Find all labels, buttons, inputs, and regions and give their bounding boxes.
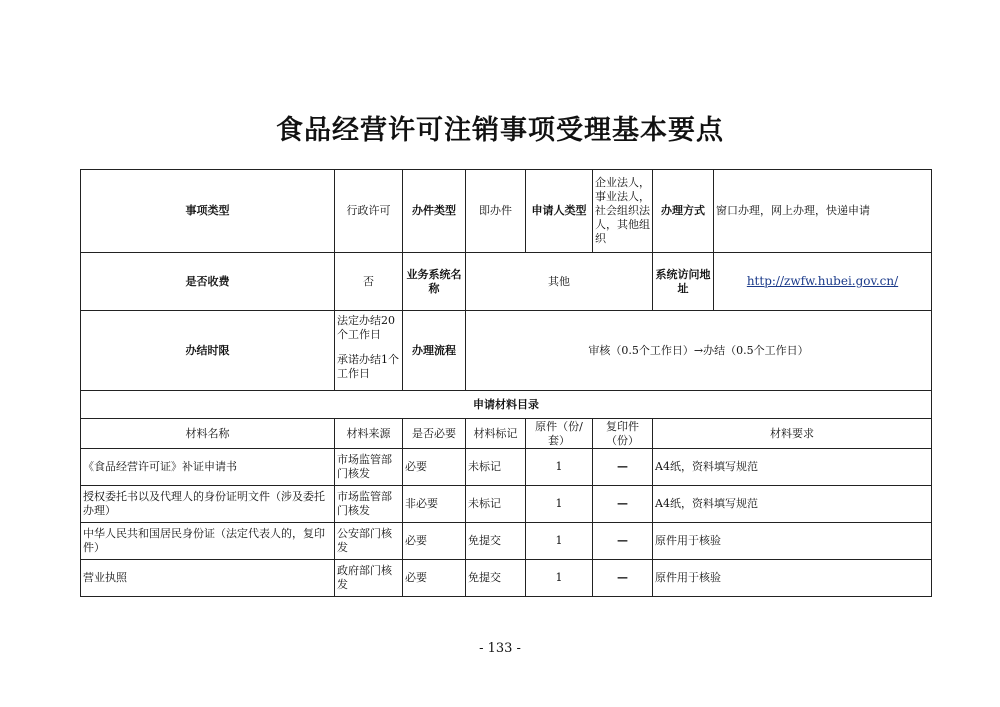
material-copy: — xyxy=(593,560,653,597)
material-required: 必要 xyxy=(403,523,466,560)
fee-value: 否 xyxy=(335,253,403,311)
material-source: 公安部门核发 xyxy=(335,523,403,560)
header-requirement: 材料要求 xyxy=(653,419,932,449)
material-original: 1 xyxy=(526,523,593,560)
header-mark: 材料标记 xyxy=(466,419,526,449)
material-mark: 未标记 xyxy=(466,449,526,486)
material-mark: 未标记 xyxy=(466,486,526,523)
material-original: 1 xyxy=(526,560,593,597)
material-name: 中华人民共和国居民身份证（法定代表人的，复印件） xyxy=(81,523,335,560)
material-required: 必要 xyxy=(403,560,466,597)
material-source: 市场监管部门核发 xyxy=(335,449,403,486)
material-mark: 免提交 xyxy=(466,523,526,560)
header-required: 是否必要 xyxy=(403,419,466,449)
page-number: - 133 - xyxy=(479,641,521,656)
material-required: 非必要 xyxy=(403,486,466,523)
materials-section-title: 申请材料目录 xyxy=(81,391,932,419)
table-row xyxy=(81,486,932,523)
type-label: 事项类型 xyxy=(81,170,335,253)
system-url-link[interactable]: http://zwfw.hubei.gov.cn/ xyxy=(746,274,899,288)
legal-deadline: 法定办结20个工作日 xyxy=(337,313,395,341)
material-original: 1 xyxy=(526,449,593,486)
promised-deadline: 承诺办结1个工作日 xyxy=(337,352,399,380)
material-source: 政府部门核发 xyxy=(335,560,403,597)
material-name: 营业执照 xyxy=(81,560,335,597)
material-name: 授权委托书以及代理人的身份证明文件（涉及委托办理） xyxy=(81,486,335,523)
handle-type-label: 办件类型 xyxy=(403,170,466,253)
table-row xyxy=(81,523,932,560)
header-copy: 复印件（份） xyxy=(593,419,653,449)
deadline-label: 办结时限 xyxy=(81,311,335,391)
table-row xyxy=(81,560,932,597)
page-title: 食品经营许可注销事项受理基本要点 xyxy=(276,115,724,146)
material-copy: — xyxy=(593,523,653,560)
handle-type-value: 即办件 xyxy=(466,170,526,253)
material-requirement: A4纸，资料填写规范 xyxy=(653,449,932,486)
method-value: 窗口办理，网上办理，快递申请 xyxy=(714,170,932,253)
system-name-label: 业务系统名称 xyxy=(403,253,466,311)
deadline-inner xyxy=(335,312,402,390)
material-requirement: A4纸，资料填写规范 xyxy=(653,486,932,523)
system-url-cell xyxy=(714,253,932,311)
system-url-label: 系统访问地址 xyxy=(653,253,714,311)
material-source: 市场监管部门核发 xyxy=(335,486,403,523)
material-requirement: 原件用于核验 xyxy=(653,560,932,597)
header-source: 材料来源 xyxy=(335,419,403,449)
material-copy: — xyxy=(593,449,653,486)
material-mark: 免提交 xyxy=(466,560,526,597)
table-row xyxy=(81,449,932,486)
deadline-values xyxy=(335,311,403,391)
header-name: 材料名称 xyxy=(81,419,335,449)
material-original: 1 xyxy=(526,486,593,523)
process-label: 办理流程 xyxy=(403,311,466,391)
system-name-value: 其他 xyxy=(466,253,653,311)
material-requirement: 原件用于核验 xyxy=(653,523,932,560)
applicant-type-label: 申请人类型 xyxy=(526,170,593,253)
material-copy: — xyxy=(593,486,653,523)
header-original: 原件（份/套） xyxy=(526,419,593,449)
requirements-table xyxy=(80,169,932,597)
type-value: 行政许可 xyxy=(335,170,403,253)
applicant-type-value: 企业法人，事业法人，社会组织法人，其他组织 xyxy=(593,170,653,253)
process-value: 审核（0.5个工作日）→办结（0.5个工作日） xyxy=(466,311,932,391)
fee-label: 是否收费 xyxy=(81,253,335,311)
method-label: 办理方式 xyxy=(653,170,714,253)
material-required: 必要 xyxy=(403,449,466,486)
material-name: 《食品经营许可证》补证申请书 xyxy=(81,449,335,486)
